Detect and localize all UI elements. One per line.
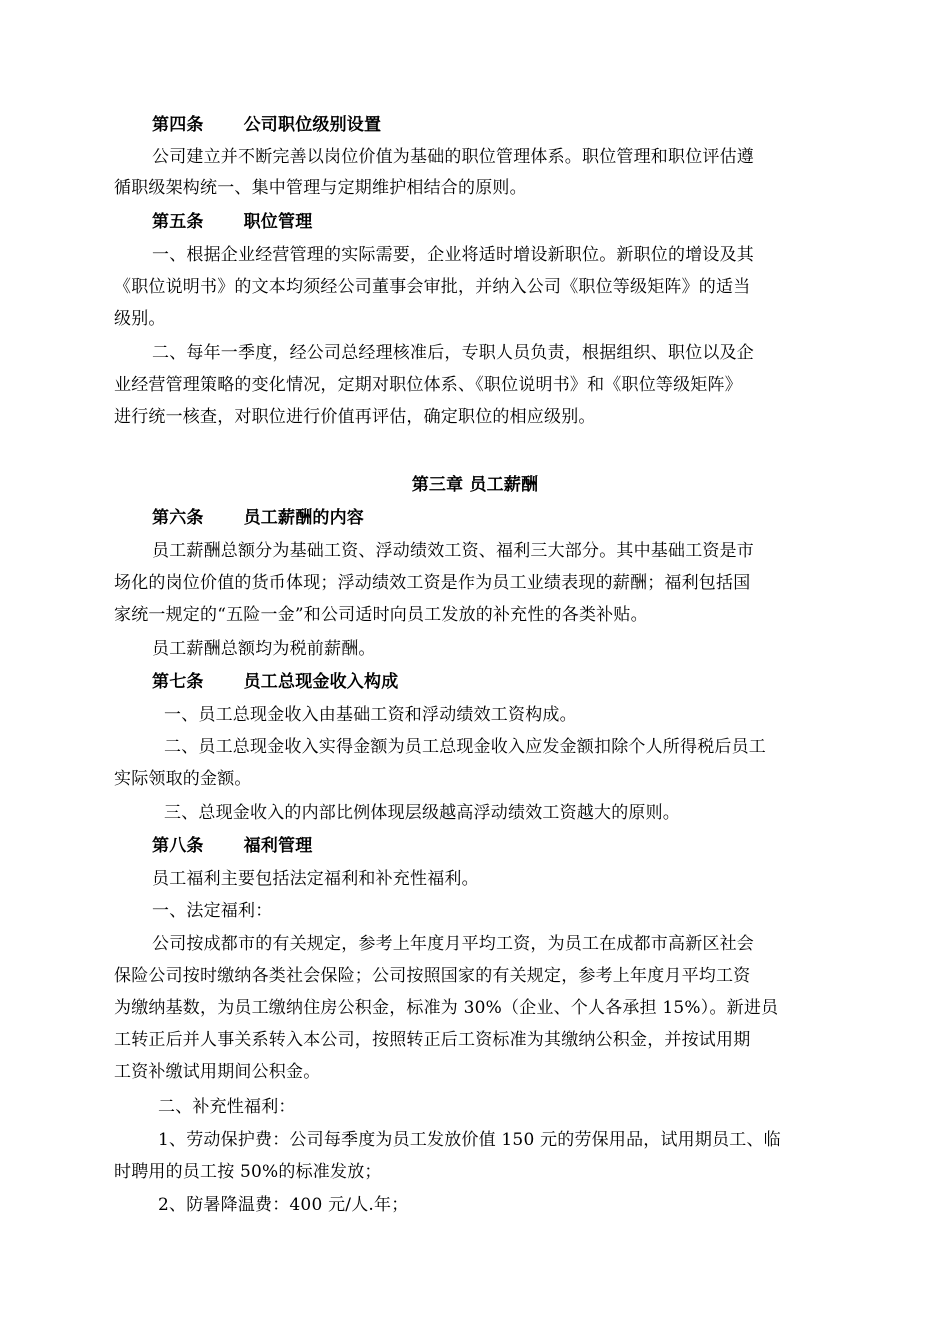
paragraph-line: 进行统一核查，对职位进行价值再评估，确定职位的相应级别。 bbox=[114, 407, 596, 427]
paragraph-line: 场化的岗位价值的货币体现；浮动绩效工资是作为员工业绩表现的薪酬；福利包括国 bbox=[114, 573, 751, 593]
paragraph-line: 员工福利主要包括法定福利和补充性福利。 bbox=[152, 869, 479, 889]
article-number: 第四条 bbox=[152, 115, 204, 135]
paragraph-line: 2、防暑降温费：400 元/人.年； bbox=[158, 1195, 409, 1215]
paragraph-line: 二、补充性福利： bbox=[158, 1097, 296, 1117]
article-title: 员工总现金收入构成 bbox=[243, 672, 399, 692]
paragraph-line: 工转正后并人事关系转入本公司，按照转正后工资标准为其缴纳公积金，并按试用期 bbox=[114, 1030, 751, 1050]
paragraph-line: 一、根据企业经营管理的实际需要，企业将适时增设新职位。新职位的增设及其 bbox=[152, 245, 754, 265]
article-6-heading bbox=[152, 506, 364, 530]
paragraph-line: 循职级架构统一、集中管理与定期维护相结合的原则。 bbox=[114, 178, 527, 198]
paragraph-line: 二、每年一季度，经公司总经理核准后，专职人员负责，根据组织、职位以及企 bbox=[152, 343, 754, 363]
article-number: 第八条 bbox=[152, 836, 204, 856]
paragraph-line: 工资补缴试用期间公积金。 bbox=[114, 1062, 321, 1082]
article-number: 第五条 bbox=[152, 212, 204, 232]
paragraph-line: 三、总现金收入的内部比例体现层级越高浮动绩效工资越大的原则。 bbox=[164, 803, 680, 823]
paragraph-line: 《职位说明书》的文本均须经公司董事会审批，并纳入公司《职位等级矩阵》的适当 bbox=[114, 277, 751, 297]
article-title: 公司职位级别设置 bbox=[243, 115, 382, 135]
paragraph-line: 实际领取的金额。 bbox=[114, 769, 252, 789]
paragraph-line: 为缴纳基数，为员工缴纳住房公积金，标准为 30%（企业、个人各承担 15%）。新进员 bbox=[114, 998, 779, 1018]
paragraph-line: 时聘用的员工按 50%的标准发放； bbox=[114, 1162, 382, 1182]
article-number: 第七条 bbox=[152, 672, 204, 692]
paragraph-line: 公司建立并不断完善以岗位价值为基础的职位管理体系。职位管理和职位评估遵 bbox=[152, 147, 754, 167]
paragraph-line: 1、劳动保护费：公司每季度为员工发放价值 150 元的劳保用品，试用期员工、临 bbox=[158, 1130, 781, 1150]
paragraph-line: 业经营管理策略的变化情况，定期对职位体系、《职位说明书》和《职位等级矩阵》 bbox=[114, 375, 742, 395]
paragraph-line: 保险公司按时缴纳各类社会保险；公司按照国家的有关规定，参考上年度月平均工资 bbox=[114, 966, 751, 986]
paragraph-line: 二、员工总现金收入实得金额为员工总现金收入应发金额扣除个人所得税后员工 bbox=[164, 737, 766, 757]
paragraph-line: 一、员工总现金收入由基础工资和浮动绩效工资构成。 bbox=[164, 705, 577, 725]
article-title: 员工薪酬的内容 bbox=[243, 508, 365, 528]
chapter-title: 第三章 员工薪酬 bbox=[411, 475, 539, 495]
paragraph-line: 一、法定福利： bbox=[152, 901, 273, 921]
paragraph-line: 公司按成都市的有关规定，参考上年度月平均工资，为员工在成都市高新区社会 bbox=[152, 934, 754, 954]
article-5-heading bbox=[152, 210, 312, 234]
paragraph-line: 员工薪酬总额分为基础工资、浮动绩效工资、福利三大部分。其中基础工资是市 bbox=[152, 541, 754, 561]
article-title: 福利管理 bbox=[243, 836, 313, 856]
paragraph-line: 级别。 bbox=[114, 309, 166, 329]
article-title: 职位管理 bbox=[243, 212, 313, 232]
article-number: 第六条 bbox=[152, 508, 204, 528]
paragraph-line: 家统一规定的“五险一金”和公司适时向员工发放的补充性的各类补贴。 bbox=[114, 605, 648, 625]
article-7-heading bbox=[152, 670, 398, 694]
paragraph-line: 员工薪酬总额均为税前薪酬。 bbox=[152, 639, 376, 659]
article-4-heading bbox=[152, 113, 381, 137]
article-8-heading bbox=[152, 834, 312, 858]
